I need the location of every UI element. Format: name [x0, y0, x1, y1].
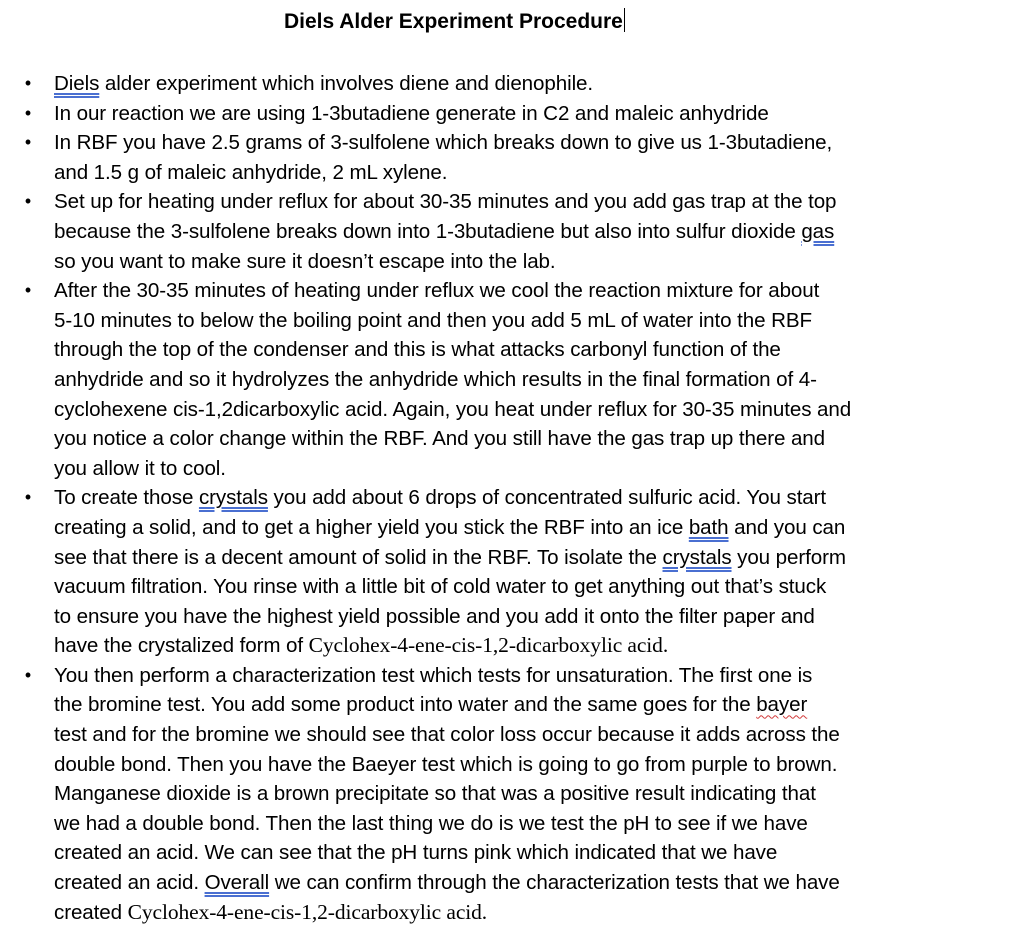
- bullet-item[interactable]: [0, 99, 1024, 129]
- bullet-icon: •: [24, 102, 32, 123]
- text-line: [54, 838, 1004, 868]
- text-line: [54, 454, 1004, 484]
- text-line: [54, 306, 1004, 336]
- text-line: [54, 483, 1004, 513]
- spelling-flag-text: crystals: [662, 545, 732, 569]
- text-line: [54, 809, 1004, 839]
- text-cursor: [624, 8, 625, 32]
- bullet-icon: •: [24, 280, 32, 301]
- document-title-text: Diels Alder Experiment Procedure: [284, 10, 623, 33]
- spelling-flag-text: bath: [688, 515, 729, 539]
- text-segment: you perform: [731, 545, 846, 569]
- document-title[interactable]: [284, 8, 625, 36]
- text-segment: we had a double bond. Then the last thing we do is we test the pH to see if we have: [54, 811, 808, 835]
- text-line: [54, 779, 1004, 809]
- text-segment: vacuum filtration. You rinse with a little bit of cold water to get anything out that’s stuck: [54, 575, 827, 599]
- bullet-item[interactable]: [0, 69, 1024, 99]
- text-segment: creating a solid, and to get a higher yield you stick the RBF into an ice: [54, 515, 689, 539]
- text-segment: In our reaction we are using 1-3butadiene generate in C2 and maleic anhydride: [54, 101, 769, 125]
- bullet-icon: •: [24, 487, 32, 508]
- bullet-icon: •: [24, 191, 32, 212]
- text-segment: have the crystalized form of: [54, 634, 309, 658]
- bullet-list: [0, 69, 1024, 927]
- text-segment: created: [54, 900, 128, 924]
- spelling-error-text: bayer: [756, 693, 808, 717]
- text-segment: you allow it to cool.: [54, 456, 226, 480]
- text-segment: alder experiment which involves diene and dienophile.: [99, 72, 594, 95]
- text-segment: you notice a color change within the RBF. And you still have the gas trap up there and: [54, 427, 826, 451]
- text-line: [54, 572, 1004, 602]
- text-line: [54, 424, 1004, 454]
- text-segment: double bond. Then you have the Baeyer test which is going to go from purple to brown.: [54, 752, 838, 776]
- text-segment: created an acid.: [54, 871, 205, 895]
- bullet-icon: •: [24, 132, 32, 153]
- text-line: [54, 217, 1004, 247]
- text-line: [54, 276, 1004, 306]
- spelling-flag-text: crystals: [198, 486, 268, 510]
- bullet-icon: •: [24, 73, 32, 93]
- text-segment: In RBF you have 2.5 grams of 3-sulfolene which breaks down to give us 1-3butadiene,: [54, 131, 833, 155]
- text-line: [54, 395, 1004, 425]
- text-segment: and 1.5 g of maleic anhydride, 2 mL xylene.: [54, 160, 448, 184]
- text-segment: You then perform a characterization test which tests for unsaturation. The first one is: [54, 663, 813, 687]
- text-line: [54, 631, 1004, 661]
- text-segment: you add about 6 drops of concentrated sulfuric acid. You start: [267, 486, 827, 510]
- text-line: [54, 543, 1004, 573]
- text-line: [54, 187, 1004, 217]
- bullet-icon: •: [24, 664, 32, 685]
- compound-name-text: Cyclohex-4-ene-cis-1,2-dicarboxylic acid.: [127, 899, 488, 924]
- text-segment: because the 3-sulfolene breaks down into 1-3butadiene but also into sulfur dioxide: [54, 219, 802, 243]
- text-line: [54, 69, 1004, 99]
- text-line: [54, 720, 1004, 750]
- text-segment: and you can: [728, 515, 846, 539]
- bullet-item[interactable]: [0, 276, 1024, 483]
- text-line: [54, 99, 1004, 129]
- text-segment: so you want to make sure it doesn’t escape into the lab.: [54, 249, 556, 273]
- text-segment: the bromine test. You add some product into water and the same goes for the: [54, 693, 757, 717]
- bullet-item[interactable]: [0, 661, 1024, 927]
- text-line: [54, 128, 1004, 158]
- spelling-flag-text: Overall: [204, 871, 270, 895]
- text-segment: created an acid. We can see that the pH turns pink which indicated that we have: [54, 841, 778, 865]
- text-line: [54, 750, 1004, 780]
- text-line: [54, 868, 1004, 898]
- compound-name-text: Cyclohex-4-ene-cis-1,2-dicarboxylic acid.: [308, 633, 669, 658]
- text-segment: cyclohexene cis-1,2dicarboxylic acid. Again, you heat under reflux for 30-35 minutes and: [54, 397, 852, 421]
- text-segment: to ensure you have the highest yield possible and you add it onto the filter paper and: [54, 604, 815, 628]
- text-segment: Manganese dioxide is a brown precipitate so that was a positive result indicating that: [54, 782, 816, 806]
- text-line: [54, 602, 1004, 632]
- text-segment: through the top of the condenser and this is what attacks carbonyl function of the: [54, 338, 781, 362]
- text-segment: Set up for heating under reflux for about 30-35 minutes and you add gas trap at the top: [54, 190, 837, 214]
- text-segment: After the 30-35 minutes of heating under reflux we cool the reaction mixture for about: [54, 279, 820, 303]
- text-line: [54, 247, 1004, 277]
- text-line: [54, 690, 1004, 720]
- text-segment: test and for the bromine we should see that color loss occur because it adds across the: [54, 723, 840, 747]
- text-line: [54, 513, 1004, 543]
- text-segment: see that there is a decent amount of solid in the RBF. To isolate the: [54, 545, 663, 569]
- spelling-flag-text: Diels: [54, 72, 100, 95]
- bullet-item[interactable]: [0, 483, 1024, 661]
- text-line: [54, 158, 1004, 188]
- bullet-item[interactable]: [0, 128, 1024, 187]
- text-segment: we can confirm through the characterization tests that we have: [269, 871, 840, 895]
- text-line: [54, 898, 1004, 928]
- text-line: [54, 661, 1004, 691]
- text-line: [54, 365, 1004, 395]
- text-line: [54, 335, 1004, 365]
- text-segment: To create those: [54, 486, 199, 510]
- bullet-item[interactable]: [0, 187, 1024, 276]
- text-segment: 5-10 minutes to below the boiling point and then you add 5 mL of water into the RBF: [54, 308, 812, 332]
- spelling-flag-text: gas: [801, 219, 835, 243]
- text-segment: anhydride and so it hydrolyzes the anhydride which results in the final formation of 4-: [54, 367, 817, 391]
